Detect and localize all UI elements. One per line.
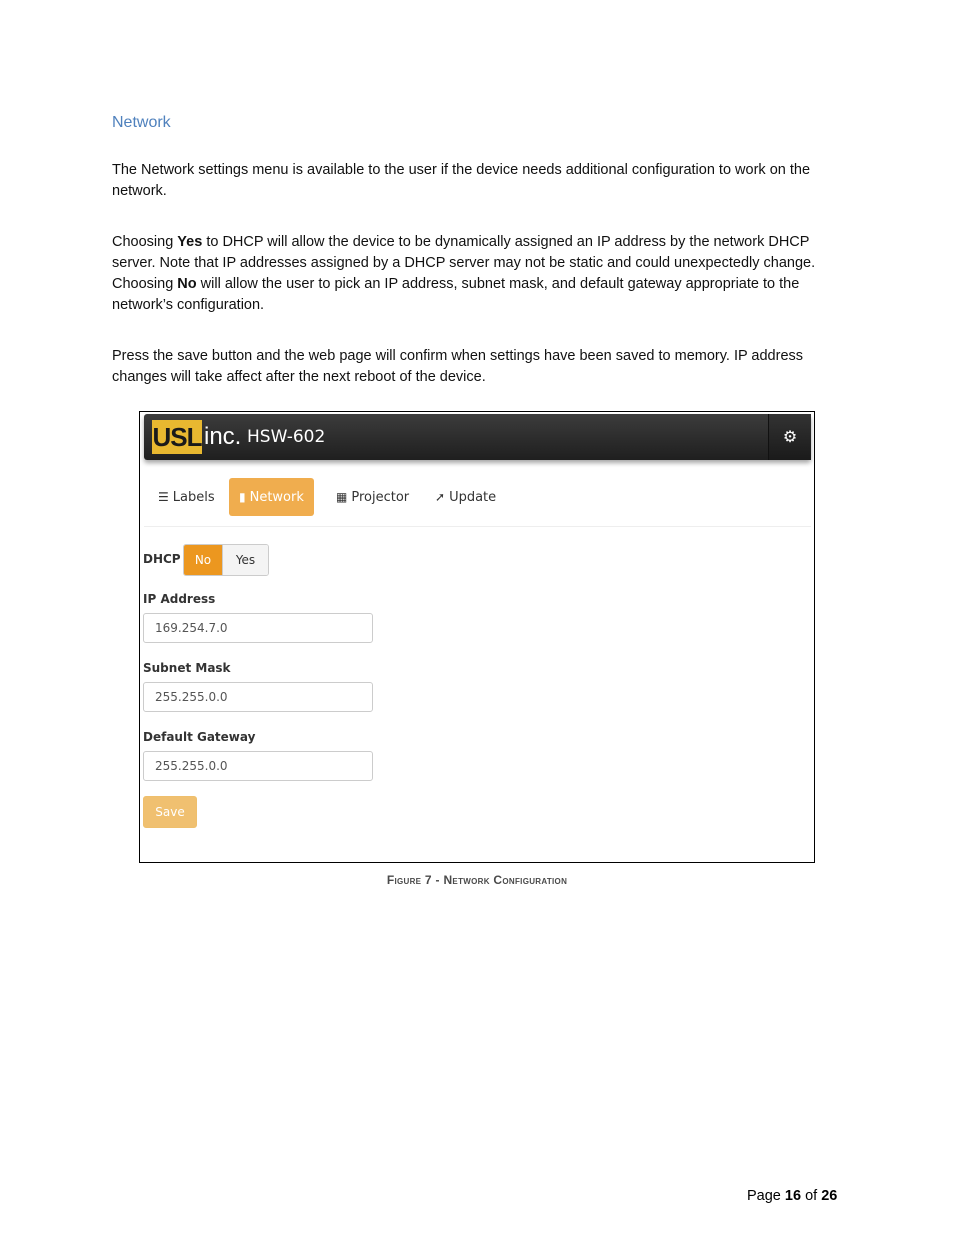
dhcp-label: DHCP bbox=[143, 552, 181, 566]
list-icon: ☰ bbox=[158, 490, 169, 504]
gear-icon: ⚙ bbox=[782, 429, 798, 446]
save-button[interactable]: Save bbox=[143, 796, 197, 828]
logo-inc-text: inc. bbox=[204, 423, 242, 450]
network-config-figure bbox=[139, 411, 815, 863]
tab-network-label: Network bbox=[249, 490, 304, 505]
tab-projector[interactable] bbox=[326, 478, 419, 516]
subnet-mask-label: Subnet Mask bbox=[143, 661, 231, 675]
tab-update[interactable] bbox=[425, 478, 506, 516]
dhcp-paragraph bbox=[112, 232, 837, 316]
dhcp-paragraph-text-1: Choosing bbox=[112, 234, 178, 250]
device-name[interactable]: HSW-602 bbox=[247, 427, 326, 447]
tab-labels-label: Labels bbox=[172, 490, 215, 505]
intro-paragraph: The Network settings menu is available to the user if the device needs additional configuration to work on the network. bbox=[112, 162, 811, 199]
default-gateway-label: Default Gateway bbox=[143, 730, 256, 744]
dhcp-paragraph-text-3: will allow the user to pick an IP address, subnet mask, and default gateway appropriate to the network’s configuration. bbox=[112, 276, 800, 313]
default-gateway-input[interactable]: 255.255.0.0 bbox=[143, 751, 373, 781]
bar-chart-icon: ▮ bbox=[239, 490, 246, 504]
section-heading: Network bbox=[112, 114, 171, 131]
footer-page-prefix: Page bbox=[747, 1188, 785, 1204]
page-footer bbox=[747, 1188, 837, 1204]
settings-button[interactable] bbox=[768, 414, 811, 460]
tab-projector-label: Projector bbox=[351, 490, 410, 505]
subnet-mask-input[interactable]: 255.255.0.0 bbox=[143, 682, 373, 712]
tab-labels[interactable] bbox=[148, 478, 225, 516]
usl-logo bbox=[152, 420, 244, 454]
dhcp-no-button[interactable]: No bbox=[184, 545, 222, 575]
save-paragraph: Press the save button and the web page will confirm when settings have been saved to memory. IP address changes will take affect after the next reboot of the device. bbox=[112, 348, 804, 385]
ip-address-input[interactable]: 169.254.7.0 bbox=[143, 613, 373, 643]
footer-page-number: 16 bbox=[784, 1188, 802, 1204]
dhcp-paragraph-bold-yes: Yes bbox=[177, 234, 203, 250]
footer-page-total: 26 bbox=[821, 1188, 838, 1204]
footer-of: of bbox=[801, 1188, 822, 1204]
app-navbar bbox=[144, 414, 811, 460]
dhcp-paragraph-text-2: to DHCP will allow the device to be dynamically assigned an IP address by the network DHCP server. Note that IP addresses assigned by a DHCP server may not be static and could unexpectedly change. Choosing bbox=[112, 234, 816, 292]
figure-caption: Figure 7 - Network Configuration bbox=[386, 873, 568, 887]
film-icon: ▦ bbox=[336, 490, 348, 504]
arrow-circle-icon: ➚ bbox=[435, 490, 446, 504]
nav-tabs bbox=[144, 478, 811, 527]
dhcp-yes-button[interactable]: Yes bbox=[222, 545, 268, 575]
dhcp-toggle bbox=[183, 544, 269, 576]
tab-network[interactable] bbox=[229, 478, 314, 516]
dhcp-paragraph-bold-no: No bbox=[177, 276, 197, 292]
tab-update-label: Update bbox=[449, 490, 497, 505]
logo-usl-text: USL bbox=[152, 422, 202, 452]
ip-address-label: IP Address bbox=[143, 592, 216, 606]
